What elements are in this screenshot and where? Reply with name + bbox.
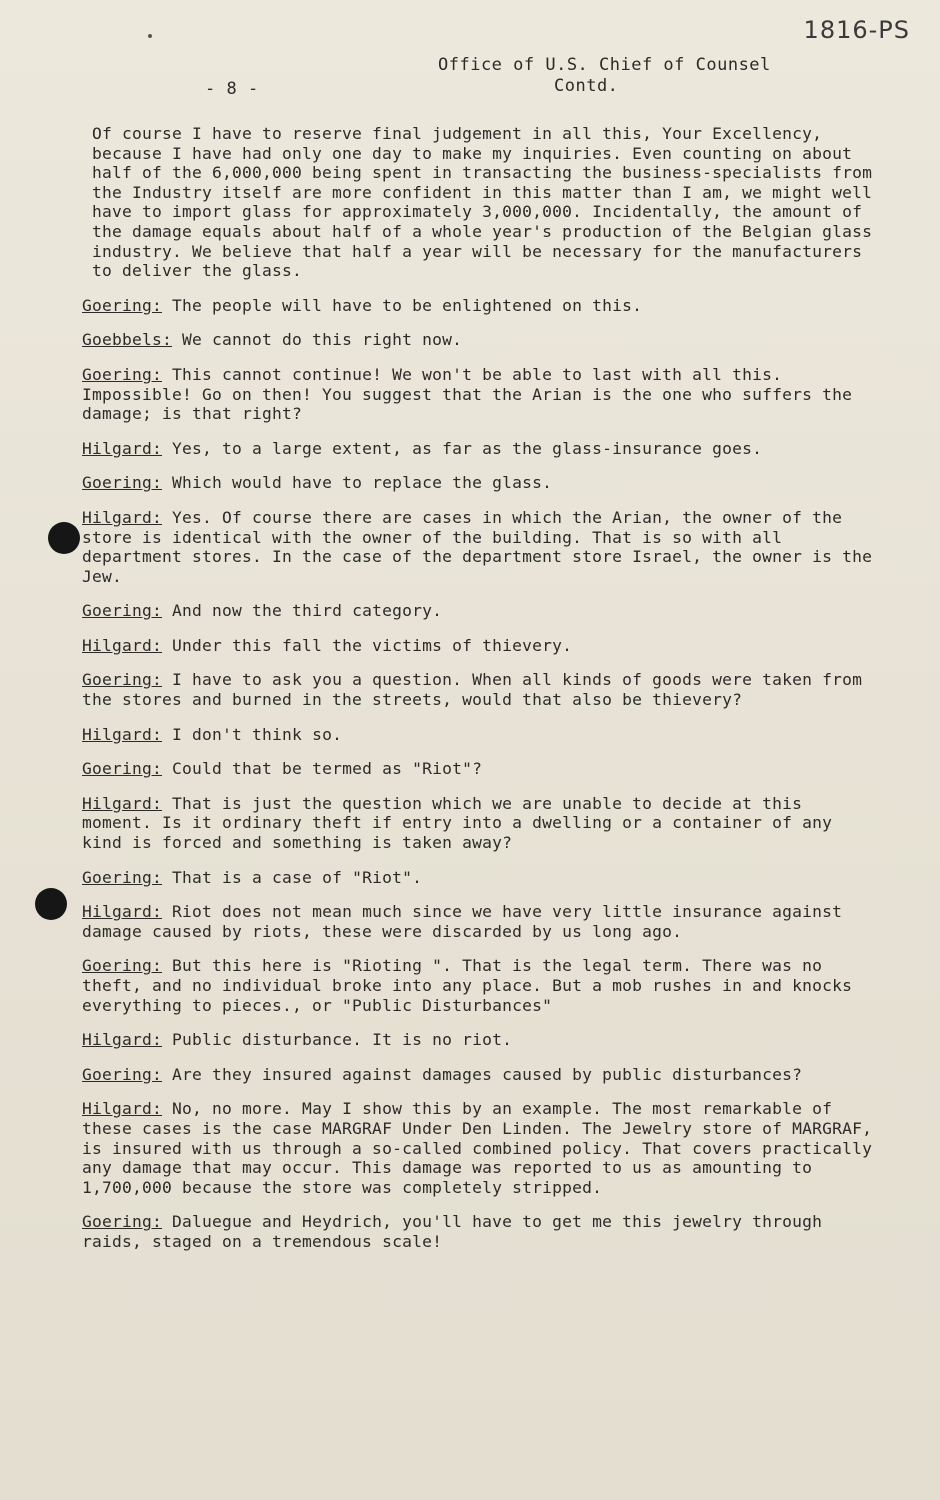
dialogue-text: Riot does not mean much since we have very little insurance against damage caused by riots, these were discarded by us long ago.	[82, 902, 843, 941]
speaker-name: Goering:	[82, 1064, 163, 1084]
speaker-name: Hilgard:	[82, 507, 163, 527]
speaker-name: Goering:	[82, 601, 163, 621]
dialogue-line	[82, 1099, 882, 1197]
speaker-name: Goering:	[82, 956, 163, 976]
speaker-name: Hilgard:	[82, 635, 163, 655]
dialogue-line	[82, 1065, 882, 1085]
speaker-name: Goebbels:	[82, 330, 173, 350]
dialogue-line	[82, 725, 882, 745]
speaker-name: Goering:	[82, 1212, 163, 1232]
speaker-name: Hilgard:	[82, 902, 163, 922]
speaker-name: Hilgard:	[82, 793, 163, 813]
dialogue-text: Yes. Of course there are cases in which the Arian, the owner of the store is identical with the owner of the building. That is so with all department stores. In the case of the department store Israel, the owner is the Jew.	[82, 507, 873, 586]
speaker-name: Goering:	[82, 670, 163, 690]
dialogue-text: That is just the question which we are unable to decide at this moment. Is it ordinary theft if entry into a dwelling or a container of any kind is forced and something is taken away?	[82, 793, 833, 853]
dialogue-line	[82, 296, 882, 316]
speaker-name: Goering:	[82, 473, 163, 493]
dialogue-text: No, no more. May I show this by an example. The most remarkable of these cases is the case MARGRAF Under Den Linden. The Jewelry store of MARGRAF, is insured with us through a so-called combined policy. That covers practically any damage that may occur. This damage was reported to us as amounting to 1,700,000 because the store was completely stripped.	[82, 1099, 873, 1197]
dialogue-text: And now the third category.	[162, 601, 443, 621]
header-office: Office of U.S. Chief of Counsel	[438, 55, 771, 75]
dialogue-text: I have to ask you a question. When all kinds of goods were taken from the stores and burned in the streets, would that also be thievery?	[82, 670, 863, 710]
dialogue-text: That is a case of "Riot".	[162, 867, 423, 887]
dialogue-text: I don't think so.	[162, 724, 343, 744]
dialogue-line	[82, 473, 882, 493]
handwritten-annotation: 1816-PS	[803, 16, 910, 44]
dialogue-line	[82, 670, 882, 709]
punch-hole-icon	[48, 522, 80, 554]
speaker-name: Goering:	[82, 364, 163, 384]
dialogue-text: Could that be termed as "Riot"?	[162, 759, 483, 779]
ink-speck	[148, 34, 152, 38]
dialogue-line	[82, 636, 882, 656]
dialogue-line	[82, 365, 882, 424]
dialogue-text: Daluegue and Heydrich, you'll have to get me this jewelry through raids, staged on a tremendous scale!	[82, 1212, 823, 1251]
dialogue-line	[82, 1030, 882, 1050]
dialogue-text: This cannot continue! We won't be able to last with all this. Impossible! Go on then! You suggest that the Arian is the one who suffers the damage; is that right?	[82, 364, 853, 424]
dialogue-line	[82, 601, 882, 621]
dialogue-text: Yes, to a large extent, as far as the glass-insurance goes.	[162, 438, 763, 458]
dialogue-text: The people will have to be enlightened on this.	[162, 295, 643, 315]
header-contd: Contd.	[554, 76, 619, 96]
dialogue-text: Are they insured against damages caused by public disturbances?	[162, 1064, 803, 1084]
dialogue-text: Public disturbance. It is no riot.	[162, 1030, 513, 1050]
dialogue-line	[82, 330, 882, 350]
dialogue-line	[82, 439, 882, 459]
speaker-name: Hilgard:	[82, 1030, 163, 1050]
speaker-name: Goering:	[82, 759, 163, 779]
speaker-name: Hilgard:	[82, 1099, 163, 1119]
speaker-name: Hilgard:	[82, 724, 163, 744]
dialogue-text: But this here is "Rioting ". That is the legal term. There was no theft, and no individual broke into any place. But a mob rushes in and knocks everything to pieces., or "Public Disturbances"	[82, 956, 853, 1015]
dialogue-text: Under this fall the victims of thievery.	[162, 635, 573, 655]
dialogue-line	[82, 794, 882, 853]
dialogue-text: We cannot do this right now.	[172, 330, 463, 350]
dialogue-line	[82, 956, 882, 1015]
dialogue-line	[82, 902, 882, 941]
dialogue-line	[82, 759, 882, 779]
page-number: - 8 -	[205, 79, 259, 99]
dialogue-text: Which would have to replace the glass.	[162, 473, 553, 493]
speaker-name: Goering:	[82, 867, 163, 887]
speaker-name: Goering:	[82, 295, 163, 315]
dialogue-line	[82, 1212, 882, 1251]
speaker-name: Hilgard:	[82, 438, 163, 458]
dialogue-line	[82, 868, 882, 888]
opening-paragraph: Of course I have to reserve final judgement in all this, Your Excellency, because I have had only one day to make my inquiries. Even counting on about half of the 6,000,000 being spent in transacting the business-specialists from the Industry itself are more confident in this matter than I am, we might well have to import glass for approximately 3,000,000. Incidentally, the amount of the damage equals about half of a whole year's production of the Belgian glass industry. We believe that half a year will be necessary for the manufacturers to deliver the glass.	[92, 124, 873, 281]
dialogue-line	[82, 508, 882, 586]
punch-hole-icon	[35, 888, 67, 920]
transcript-body	[82, 124, 882, 1267]
